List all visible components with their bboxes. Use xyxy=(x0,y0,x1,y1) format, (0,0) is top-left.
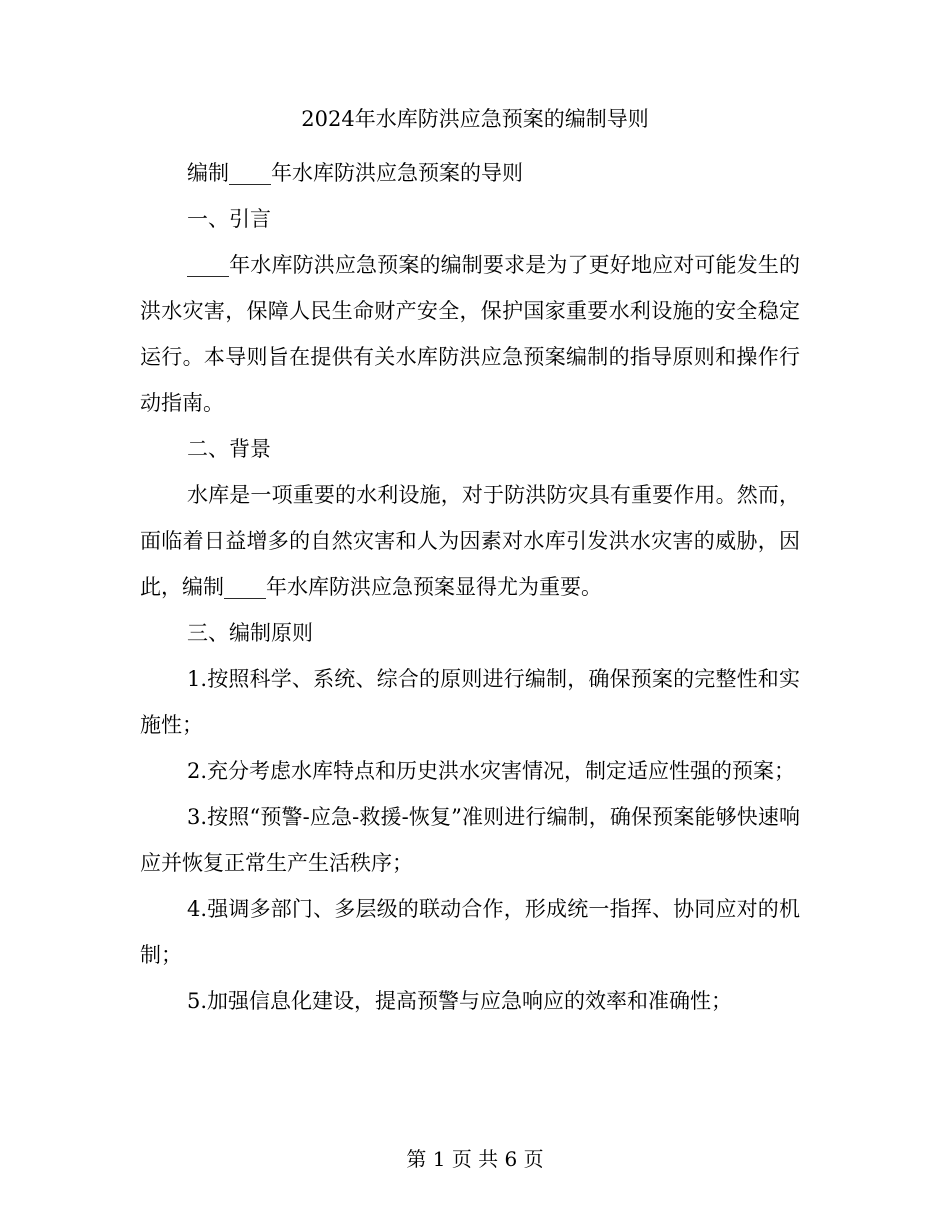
introduction-paragraph: ____年水库防洪应急预案的编制要求是为了更好地应对可能发生的洪水灾害，保障人民生命财产安全，保护国家重要水利设施的安全稳定运行。本导则旨在提供有关水库防洪应急预案编制的指导原则和操作行动指南。 xyxy=(140,253,800,415)
principle-item-5: 5.加强信息化建设，提高预警与应急响应的效率和准确性； xyxy=(187,989,733,1013)
principle-item-4: 4.强调多部门、多层级的联动合作，形成统一指挥、协同应对的机制； xyxy=(140,897,800,967)
document-title: 2024年水库防洪应急预案的编制导则 xyxy=(301,107,649,131)
subtitle-paragraph: 编制____年水库防洪应急预案的导则 xyxy=(187,161,523,185)
principle-item-2: 2.充分考虑水库特点和历史洪水灾害情况，制定适应性强的预案； xyxy=(187,759,796,783)
document-body xyxy=(140,150,800,1024)
principle-item-3: 3.按照“预警-应急-救援-恢复”准则进行编制，确保预案能够快速响应并恢复正常生产生活秩序； xyxy=(140,805,800,875)
background-paragraph: 水库是一项重要的水利设施，对于防洪防灾具有重要作用。然而，面临着日益增多的自然灾害和人为因素对水库引发洪水灾害的威胁，因此，编制____年水库防洪应急预案显得尤为重要。 xyxy=(140,483,800,599)
principle-item-1: 1.按照科学、系统、综合的原则进行编制，确保预案的完整性和实施性； xyxy=(140,667,800,737)
page-number-footer: 第 1 页 共 6 页 xyxy=(406,1147,544,1171)
section-heading-background: 二、背景 xyxy=(187,437,271,461)
section-heading-introduction: 一、引言 xyxy=(187,207,271,231)
section-heading-principles: 三、编制原则 xyxy=(187,621,313,645)
